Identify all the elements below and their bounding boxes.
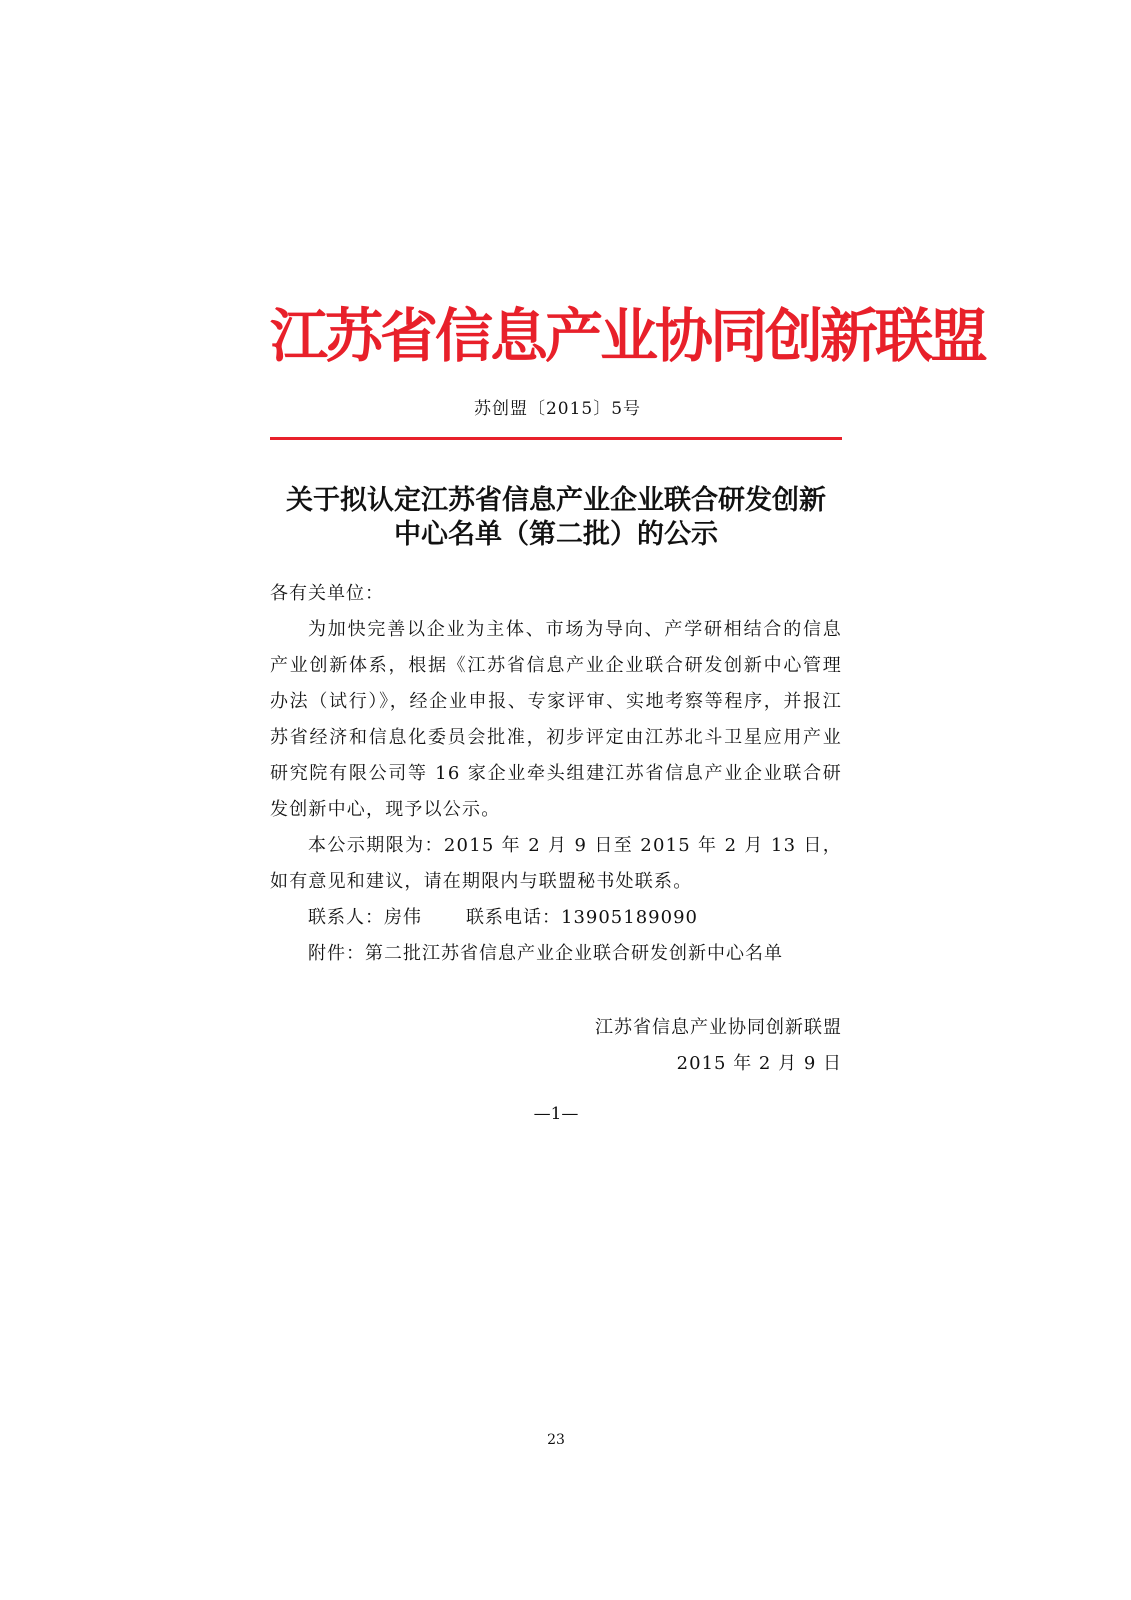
red-divider-line (270, 437, 842, 440)
attachment-note: 附件：第二批江苏省信息产业企业联合研发创新中心名单 (308, 943, 783, 964)
notice-title-line-1: 关于拟认定江苏省信息产业企业联合研发创新 (286, 485, 826, 516)
document-number: 苏创盟〔2015〕5号 (473, 399, 642, 419)
outer-page-number: 23 (547, 1432, 565, 1448)
notice-title (262, 484, 850, 552)
salutation: 各有关单位： (270, 583, 384, 604)
contact-person: 联系人：房伟 (308, 907, 422, 928)
notice-title-line-2: 中心名单（第二批）的公示 (394, 519, 718, 550)
body-paragraph-2: 本公示期限为：2015 年 2 月 9 日至 2015 年 2 月 13 日，如有意见和建议，请在期限内与联盟秘书处联系。 (270, 835, 842, 892)
contact-info (308, 900, 698, 936)
body-paragraph-1: 为加快完善以企业为主体、市场为导向、产学研相结合的信息产业创新体系，根据《江苏省信息产业企业联合研发创新中心管理办法（试行）》，经企业申报、专家评审、实地考察等程序，并报江苏省经济和信息化委员会批准，初步评定由江苏北斗卫星应用产业研究院有限公司等 16 家企业牵头组建江苏省信息产业企业联合研发创新中心，现予以公示。 (270, 619, 842, 820)
signature-organization: 江苏省信息产业协同创新联盟 (595, 1017, 842, 1038)
issuing-organization-header: 江苏省信息产业协同创新联盟 (270, 302, 986, 370)
signature-date: 2015 年 2 月 9 日 (676, 1053, 842, 1074)
inner-page-number: —1— (533, 1104, 579, 1124)
contact-phone: 联系电话：13905189090 (466, 907, 698, 928)
